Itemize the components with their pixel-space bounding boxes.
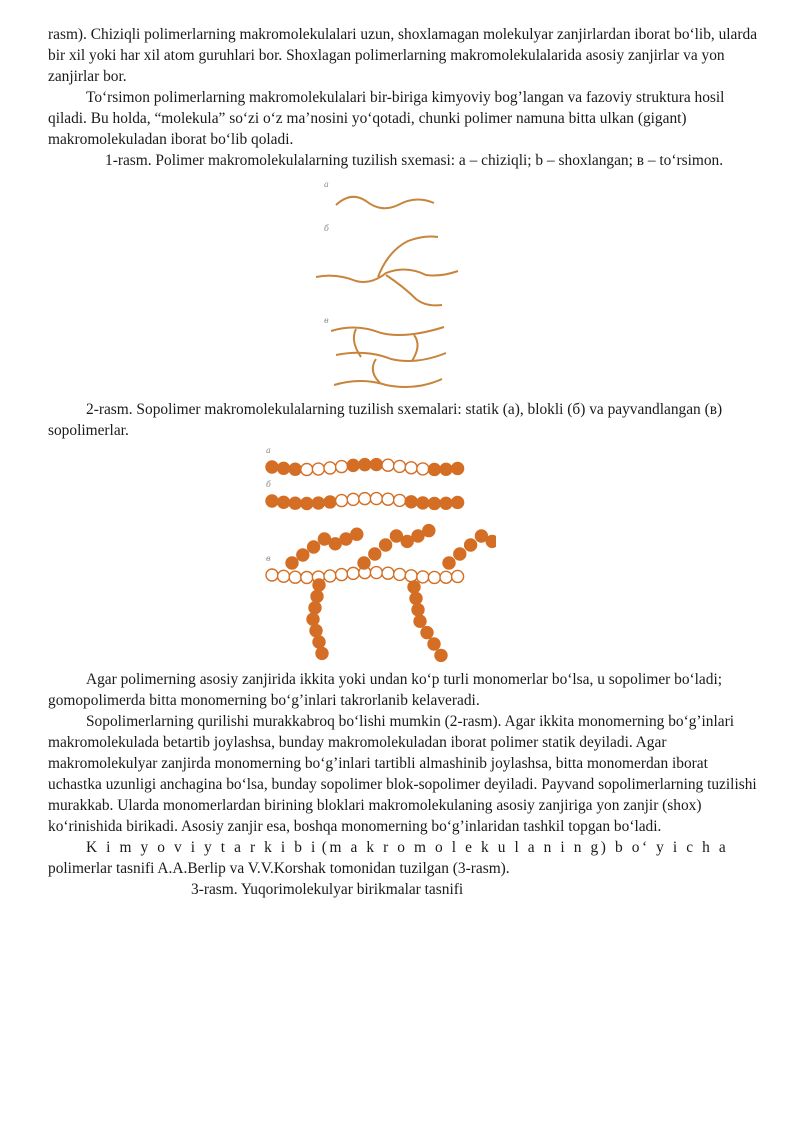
paragraph-copolymer-structure: Sopolimerlarning qurilishi murakkabroq bo‘lishi mumkin (2-rasm). Agar ikkita monomerning bo‘g’inlari makromolekulada betartib joylashsa, bunday makromolekuladan iborat polimer statik deyiladi. Agar makromolekulyar zanjirda monomerning bo‘g’inlari tartibli almashinib joylashsa, bitta monomerdan iborat uchastka uzunligi anchagina bo‘lsa, bunday sopolimer blok-sopolimer deyiladi. Payvand sopolimerlarning tuzilishi murakkab. Ularda monomerlardan birining bloklari makromolekulaning asosiy zanjiriga yon zanjir (shox) ko‘rinishida birikadi. Asosiy zanjir esa, boshqa monomerning bo‘g’inlaridan tashkil topgan bo‘ladi.	[48, 713, 757, 835]
filled-bead	[405, 496, 417, 508]
filled-bead	[324, 496, 336, 508]
spaced-text-macromolecule: (m a k r o m o l e k u l a n i n g) b o‘ y i c h a	[321, 839, 729, 856]
hollow-bead	[336, 569, 348, 581]
filled-bead	[452, 496, 464, 508]
linear-chain	[336, 197, 434, 208]
hollow-bead	[405, 570, 417, 582]
filled-bead	[412, 530, 424, 542]
hollow-bead	[289, 571, 301, 583]
filled-bead	[440, 463, 452, 475]
figure-1-polymer-schematic	[316, 173, 466, 393]
hollow-bead	[370, 567, 382, 579]
figure-1-label-c: в	[324, 316, 329, 325]
hollow-bead	[382, 459, 394, 471]
hollow-bead	[394, 494, 406, 506]
graft-copolymer-side-chains	[286, 525, 496, 662]
filled-bead	[311, 590, 323, 602]
filled-bead	[435, 649, 447, 661]
hollow-bead	[382, 567, 394, 579]
hollow-bead	[324, 570, 336, 582]
hollow-bead	[336, 495, 348, 507]
filled-bead	[266, 461, 278, 473]
filled-bead	[266, 495, 278, 507]
branched-side-chain-upper	[378, 237, 438, 278]
filled-bead	[421, 627, 433, 639]
filled-bead	[380, 539, 392, 551]
network-chain-2	[336, 353, 446, 361]
hollow-bead	[405, 462, 417, 474]
hollow-bead	[382, 493, 394, 505]
filled-bead	[401, 535, 413, 547]
filled-bead	[486, 535, 496, 547]
filled-bead	[310, 625, 322, 637]
filled-bead	[454, 548, 466, 560]
filled-bead	[286, 557, 298, 569]
filled-bead	[417, 497, 429, 509]
spaced-text-chemical-composition: K i m y o v i y t a r k i b i	[86, 839, 318, 856]
filled-bead	[410, 592, 422, 604]
hollow-bead	[301, 571, 313, 583]
filled-bead	[289, 497, 301, 509]
hollow-bead	[440, 571, 452, 583]
paragraph-copolymer: Agar polimerning asosiy zanjirida ikkita yoki undan ko‘p turli monomerlar bo‘lsa, u sopolimer bo‘ladi; gomopolimerda bitta monomerning bo‘g’inlari takrorlanib kelaveradi.	[48, 671, 723, 709]
hollow-bead	[394, 568, 406, 580]
paragraph-classification	[48, 837, 760, 879]
hollow-bead	[278, 570, 290, 582]
filled-bead	[414, 615, 426, 627]
network-chain-1	[331, 327, 444, 335]
figure-1-label-a: a	[324, 180, 329, 189]
paragraph-linear-branched: rasm). Chiziqli polimerlarning makromolekulalari uzun, shoxlamagan molekulyar zanjirlardan iborat bo‘lib, ularda bir xil yoki har xil atom guruhlari bor. Shoxlagan polimerlarning makromolekulalarida asosiy zanjirlar va yon zanjirlar bor.	[48, 26, 758, 85]
filled-bead	[351, 528, 363, 540]
hollow-bead	[347, 493, 359, 505]
network-chain-3	[334, 379, 442, 387]
filled-bead	[370, 459, 382, 471]
classification-rest: polimerlar tasnifi A.A.Berlip va V.V.Korshak tomonidan tuzilgan (3-rasm).	[48, 860, 510, 877]
filled-bead	[313, 579, 325, 591]
filled-bead	[278, 496, 290, 508]
figure-2-label-a: a	[266, 446, 271, 455]
document-page	[48, 24, 760, 900]
hollow-bead	[359, 493, 371, 505]
statistical-copolymer-chain	[266, 459, 464, 476]
filled-bead	[313, 636, 325, 648]
filled-bead	[423, 525, 435, 537]
filled-bead	[309, 602, 321, 614]
filled-bead	[359, 459, 371, 471]
hollow-bead	[266, 569, 278, 581]
hollow-bead	[417, 463, 429, 475]
filled-bead	[412, 604, 424, 616]
figure-2-caption: 2-rasm. Sopolimer makromolekulalarning tuzilish sxemalari: statik (a), blokli (б) va payvandlangan (в) sopolimerlar.	[48, 401, 723, 439]
filled-bead	[408, 581, 420, 593]
figure-2-label-b: б	[266, 480, 271, 489]
hollow-bead	[452, 570, 464, 582]
hollow-bead	[394, 460, 406, 472]
filled-bead	[358, 557, 370, 569]
filled-bead	[369, 548, 381, 560]
hollow-bead	[428, 571, 440, 583]
filled-bead	[316, 647, 328, 659]
figure-2-label-c: в	[266, 554, 271, 563]
filled-bead	[307, 613, 319, 625]
figure-3-caption: 3-rasm. Yuqorimolekulyar birikmalar tasnifi	[191, 881, 464, 898]
hollow-bead	[370, 493, 382, 505]
hollow-bead	[301, 463, 313, 475]
paragraph-network: To‘rsimon polimerlarning makromolekulalari bir-biriga kimyoviy bog’langan va fazoviy struktura hosil qiladi. Bu holda, “molekula” so‘zi o‘z ma’nosini yo‘qotadi, chunki polimer namuna bitta ulkan (gigant) makromolekuladan iborat bo‘lib qoladi.	[48, 89, 725, 148]
figure-1-label-b: б	[324, 224, 329, 233]
branched-side-chain-lower	[386, 275, 442, 305]
filled-bead	[428, 497, 440, 509]
filled-bead	[312, 497, 324, 509]
filled-bead	[347, 459, 359, 471]
filled-bead	[390, 530, 402, 542]
hollow-bead	[324, 462, 336, 474]
hollow-bead	[347, 567, 359, 579]
hollow-bead	[312, 463, 324, 475]
figure-1-caption: 1-rasm. Polimer makromolekulalarning tuzilish sxemasi: a – chiziqli; b – shoxlangan; в – to‘rsimon.	[105, 152, 724, 169]
filled-bead	[475, 530, 487, 542]
filled-bead	[440, 497, 452, 509]
filled-bead	[428, 463, 440, 475]
block-copolymer-chain	[266, 493, 464, 510]
network-crosslink-2	[412, 335, 418, 361]
filled-bead	[465, 539, 477, 551]
hollow-bead	[417, 571, 429, 583]
filled-bead	[297, 549, 309, 561]
network-crosslink-3	[373, 359, 380, 383]
filled-bead	[452, 462, 464, 474]
figure-2-copolymer-schematic	[264, 445, 496, 663]
filled-bead	[308, 541, 320, 553]
filled-bead	[289, 463, 301, 475]
hollow-bead	[336, 461, 348, 473]
filled-bead	[301, 497, 313, 509]
filled-bead	[443, 557, 455, 569]
filled-bead	[278, 462, 290, 474]
filled-bead	[428, 638, 440, 650]
